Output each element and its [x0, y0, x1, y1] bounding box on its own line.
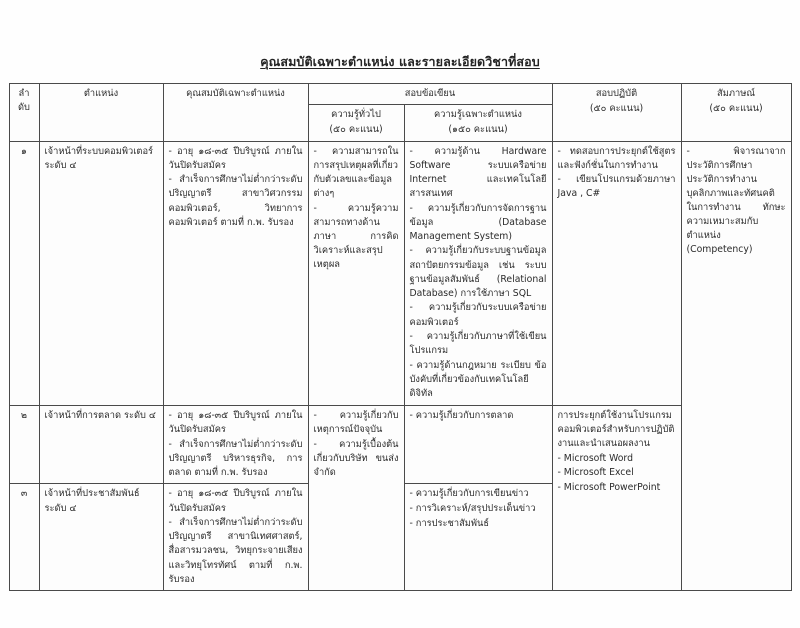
specific-knowledge-line: - การวิเคราะห์/สรุปประเด็นข่าว: [409, 503, 536, 515]
row-number: ๓: [9, 484, 39, 591]
header-specific-knowledge-score: (๑๕๐ คะแนน): [448, 124, 508, 136]
header-qualification: คุณสมบัติเฉพาะตำแหน่ง: [163, 84, 308, 142]
qualification-line: - อายุ ๑๘-๓๕ ปีบริบูรณ์ ภายในวันปิดรับสมัคร: [168, 145, 303, 171]
position-line: เจ้าหน้าที่การตลาด ระดับ ๔: [44, 409, 156, 421]
qualification-line: - อายุ ๑๘-๓๕ ปีบริบูรณ์ ภายในวันปิดรับสมัคร: [168, 488, 303, 514]
header-no-line2: ดับ: [18, 102, 30, 114]
page-title: คุณสมบัติเฉพาะตำแหน่ง และรายละเอียดวิชาที่สอบ: [260, 54, 540, 69]
general-knowledge-lines: [314, 409, 399, 480]
qualification-lines: [169, 145, 303, 230]
specific-knowledge-row2: [404, 405, 552, 484]
specific-knowledge-line: - ความรู้ด้านกฎหมาย ระเบียบ ข้อบังคับที่เกี่ยวข้องกับเทคโนโลยีดิจิทัล: [409, 359, 547, 400]
row-qualification: [163, 484, 308, 591]
practical-exam-row1: [552, 141, 681, 405]
position-line: เจ้าหน้าที่ระบบคอมพิวเตอร์: [44, 145, 154, 157]
header-interview-label: สัมภาษณ์: [717, 88, 755, 99]
practical-exam-line: - Microsoft Excel: [557, 467, 634, 479]
general-knowledge-line: - ความรู้ความสามารถทางด้านภาษา การคิดวิเคราะห์และสรุปเหตุผล: [313, 202, 399, 271]
header-practical-exam-score: (๕๐ คะแนน): [589, 103, 644, 115]
specific-knowledge-lines: [410, 487, 547, 530]
position-line: ระดับ ๔: [44, 160, 77, 172]
header-general-knowledge-score: (๕๐ คะแนน): [329, 124, 383, 136]
practical-exam-lines: [558, 145, 676, 202]
specific-knowledge-line: - ความรู้เกี่ยวกับการเขียนข่าว: [409, 488, 529, 500]
row-position: [39, 141, 163, 405]
header-specific-knowledge: [404, 105, 552, 141]
qualification-line: - สำเร็จการศึกษาไม่ต่ำกว่าระดับปริญญาตรี บริหารธุรกิจ, การตลาด ตามที่ ก.พ. รับรอง: [168, 438, 303, 478]
specific-knowledge-line: - ความรู้เกี่ยวกับภาษาที่ใช้เขียนโปรแกรม: [409, 331, 547, 357]
row-qualification: [163, 141, 308, 405]
specific-knowledge-line: - ความรู้เกี่ยวกับการตลาด: [409, 409, 514, 421]
position-line: เจ้าหน้าที่ประชาสัมพันธ์: [44, 488, 140, 500]
position-lines: [45, 145, 158, 174]
specific-knowledge-line: - ความรู้เกี่ยวกับระบบเครือข่ายคอมพิวเตอร์: [409, 302, 547, 328]
general-knowledge-line: - ความรู้เบื้องต้นเกี่ยวกับบริษัท ขนส่ง จำกัด: [313, 438, 399, 478]
interview-all-rows: [681, 141, 791, 591]
specific-knowledge-line: - ความรู้ด้าน Hardware Software ระบบเครือข่าย Internet และเทคโนโลยีสารสนเทศ: [409, 145, 547, 199]
header-no: [9, 84, 39, 142]
interview-lines: [687, 145, 786, 258]
header-practical-exam: [552, 84, 681, 142]
position-lines: [45, 487, 158, 516]
header-written-exam: สอบข้อเขียน: [308, 84, 552, 105]
specific-knowledge-lines: [410, 409, 547, 423]
header-no-line1: ลำ: [18, 88, 30, 99]
general-knowledge-lines: [314, 145, 399, 273]
header-interview-score: (๕๐ คะแนน): [709, 103, 763, 115]
table-header-row-1: [9, 84, 791, 105]
practical-exam-line: - เขียนโปรแกรมด้วยภาษา Java , C#: [557, 174, 676, 200]
table-row: [9, 405, 791, 484]
general-knowledge-row1: [308, 141, 404, 405]
specific-knowledge-row1: [404, 141, 552, 405]
practical-exam-line: - Microsoft Word: [557, 452, 633, 464]
practical-exam-line: - ทดสอบการประยุกต์ใช้สูตรและฟังก์ชั่นในการทำงาน: [557, 145, 676, 171]
specific-knowledge-line: - ความรู้เกี่ยวกับการจัดการฐานข้อมูล (Database Management System): [409, 202, 547, 242]
qualification-lines: [169, 487, 303, 586]
qualification-lines: [169, 409, 303, 480]
practical-exam-line: การประยุกต์ใช้งานโปรแกรมคอมพิวเตอร์สำหรับการปฏิบัติงานและนำเสนอผลงาน: [557, 409, 675, 450]
table-header: [9, 84, 791, 142]
qualification-line: - อายุ ๑๘-๓๕ ปีบริบูรณ์ ภายในวันปิดรับสมัคร: [168, 409, 303, 435]
header-general-knowledge: [308, 105, 404, 141]
table-row: [9, 141, 791, 405]
general-knowledge-line: - ความรู้เกี่ยวกับเหตุการณ์ปัจจุบัน: [313, 409, 399, 435]
position-lines: [45, 409, 158, 423]
practical-exam-rows23: [552, 405, 681, 591]
row-position: [39, 405, 163, 484]
interview-line: - พิจารณาจากประวัติการศึกษา ประวัติการทำงานบุคลิกภาพและทัศนคติในการทำงาน ทักษะความเหมาะสมกับตำแหน่ง (Competency): [686, 145, 786, 256]
header-specific-knowledge-label: ความรู้เฉพาะตำแหน่ง: [434, 109, 522, 121]
qualification-table: [9, 83, 792, 591]
specific-knowledge-row3: [404, 484, 552, 591]
row-position: [39, 484, 163, 591]
row-qualification: [163, 405, 308, 484]
row-number: ๒: [9, 405, 39, 484]
general-knowledge-rows23: [308, 405, 404, 591]
specific-knowledge-line: - การประชาสัมพันธ์: [409, 517, 490, 529]
general-knowledge-line: - ความสามารถในการสรุปเหตุผลที่เกี่ยวกับตัวเลขและข้อมูลต่างๆ: [313, 145, 399, 199]
header-interview: [681, 84, 791, 142]
position-line: ระดับ ๔: [44, 503, 77, 515]
specific-knowledge-line: - ความรู้เกี่ยวกับระบบฐานข้อมูล สถาปัตยกรรมข้อมูล เช่น ระบบฐานข้อมูลสัมพันธ์ (Relational Database) การใช้ภาษา SQL: [409, 245, 547, 299]
qualification-line: - สำเร็จการศึกษาไม่ต่ำกว่าระดับปริญญาตรี สาขานิเทศศาสตร์, สื่อสารมวลชน, วิทยุกระจายเสียงและวิทยุโทรทัศน์ ตามที่ ก.พ. รับรอง: [168, 517, 303, 585]
header-general-knowledge-label: ความรู้ทั่วไป: [331, 109, 381, 121]
row-number: ๑: [9, 141, 39, 405]
practical-exam-lines: [558, 409, 676, 495]
header-practical-exam-label: สอบปฏิบัติ: [595, 88, 638, 99]
header-position: ตำแหน่ง: [39, 84, 163, 142]
practical-exam-line: - Microsoft PowerPoint: [557, 481, 661, 493]
specific-knowledge-lines: [410, 145, 547, 402]
table-body: [9, 141, 791, 591]
qualification-line: - สำเร็จการศึกษาไม่ต่ำกว่าระดับปริญญาตรี สาขาวิศวกรรมคอมพิวเตอร์, วิทยาการคอมพิวเตอร์ ตามที่ ก.พ. รับรอง: [168, 174, 303, 228]
